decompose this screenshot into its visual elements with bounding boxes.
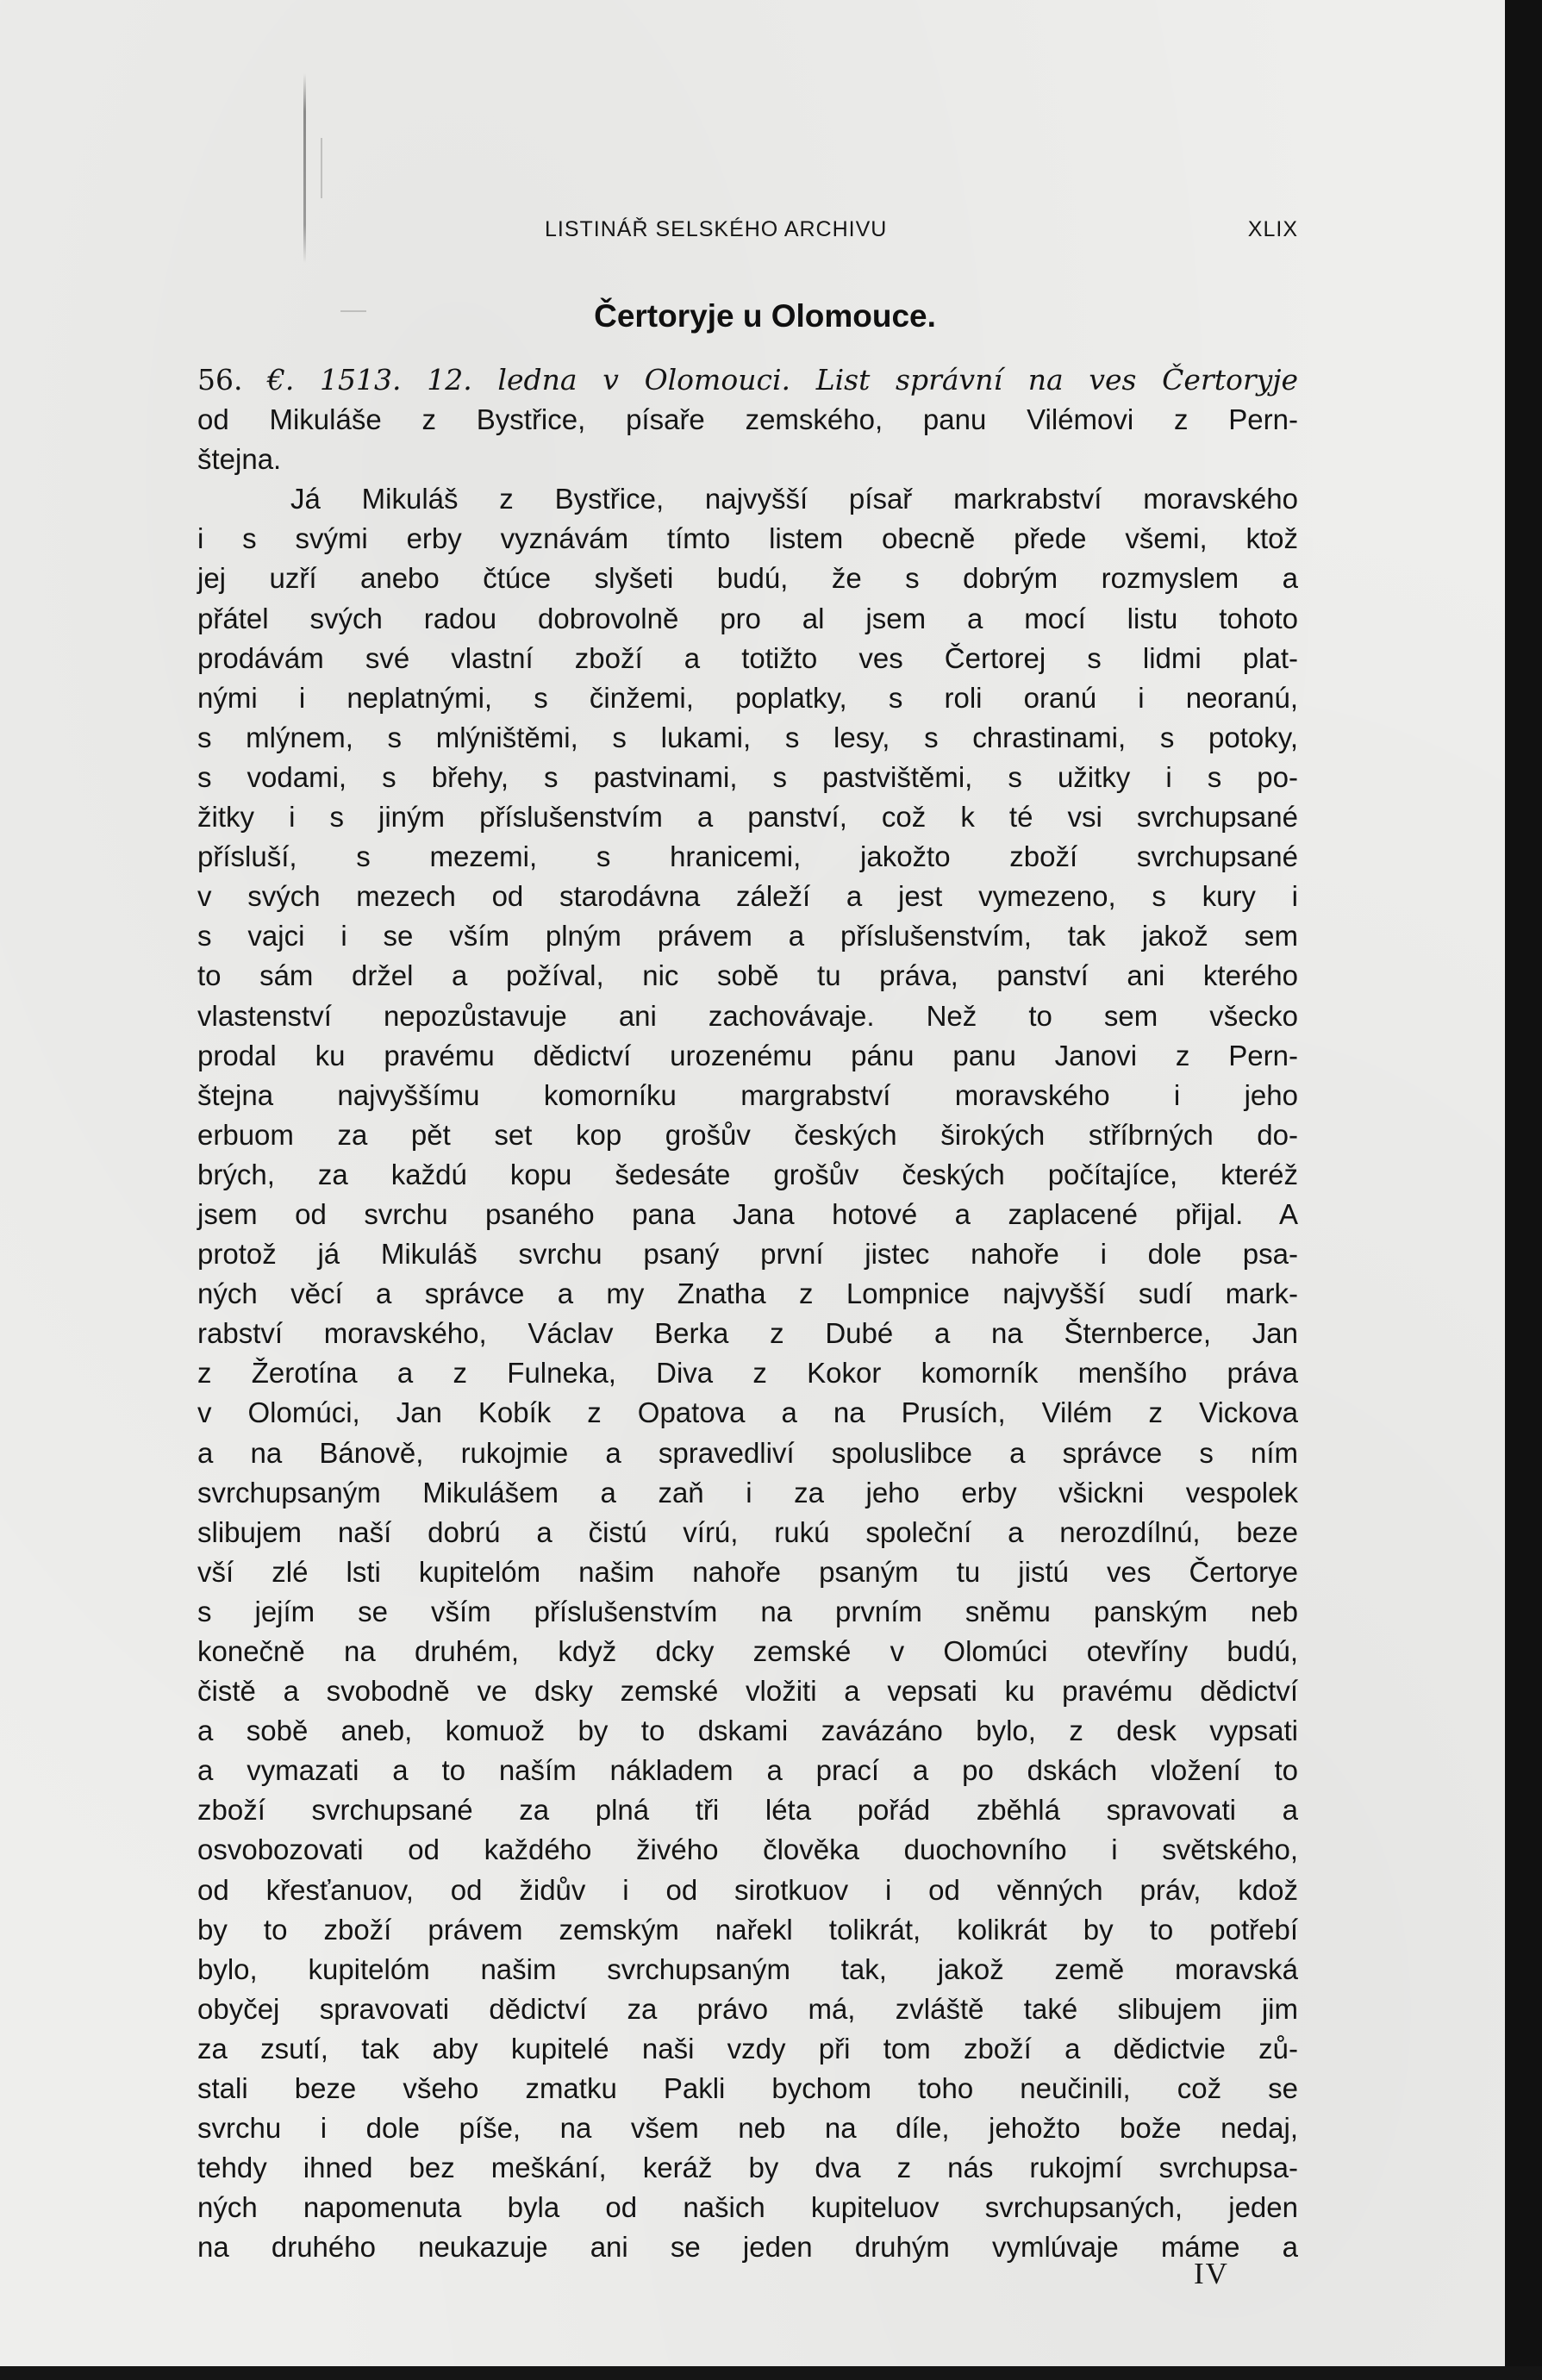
text-line: přísluší, s mezemi, s hranicemi, jakožto zboží svrchupsané (197, 840, 1298, 873)
regest-line: od Mikuláše z Bystřice, písaře zemského, panu Vilémovi z Pern- (197, 403, 1298, 436)
text-line: konečně na druhém, když dcky zemské v Olomúci otevříny budú, (197, 1635, 1298, 1667)
text-line: s jejím se vším příslušenstvím na prvním sněmu panským neb (197, 1595, 1298, 1627)
text-line: to sám držel a požíval, nic sobě tu práva, panství ani kterého (197, 959, 1298, 992)
text-line: přátel svých radou dobrovolně pro al jsem a mocí listu tohoto (197, 602, 1298, 634)
section-title: Čertoryje u Olomouce. (594, 298, 936, 334)
text-line: obyčej spravovati dědictví za právo má, zvláště také slibujem jim (197, 1992, 1298, 2025)
page-number: XLIX (1247, 217, 1298, 241)
text-line: a sobě aneb, komuož by to dskami zavázáno bylo, z desk vypsati (197, 1715, 1298, 1747)
text-line: čistě a svobodně ve dsky zemské vložiti a vepsati ku pravému dědictví (197, 1675, 1298, 1708)
text-line: s mlýnem, s mlýništěmi, s lukami, s lesy, s chrastinami, s potoky, (197, 721, 1298, 753)
text-line: rabství moravského, Václav Berka z Dubé a na Šternberce, Jan (197, 1317, 1298, 1350)
entry-heading-line (197, 360, 1298, 400)
text-line: ných napomenuta byla od našich kupiteluov svrchupsaných, jeden (197, 2191, 1298, 2224)
document-body (197, 360, 1298, 2268)
text-line: vlastenství nepozůstavuje ani zachovávaje. Než to sem všecko (197, 999, 1298, 1032)
margin-rule (303, 73, 306, 263)
running-title: LISTINÁŘ SELSKÉHO ARCHIVU (545, 217, 888, 241)
text-line: na druhého neukazuje ani se jeden druhým vymlúvaje máme a (197, 2231, 1298, 2264)
text-line: jej uzří anebo čtúce slyšeti budú, že s dobrým rozmyslem a (197, 562, 1298, 595)
sheet-signature: IV (1194, 2257, 1229, 2290)
text-line: osvobozovati od každého živého člověka duochovního i světského, (197, 1833, 1298, 1866)
text-line: štejna najvyššímu komorníku margrabství moravského i jeho (197, 1078, 1298, 1111)
text-line: slibujem naší dobrú a čistú vírú, rukú společní a nerozdílnú, beze (197, 1515, 1298, 1548)
text-line: ných věcí a správce a my Znatha z Lompnice najvyšší sudí mark- (197, 1277, 1298, 1310)
text-line: bylo, kupitelóm našim svrchupsaným tak, jakož země moravská (197, 1952, 1298, 1985)
text-line: vší zlé lsti kupitelóm našim nahoře psaným tu jistú ves Čertorye (197, 1555, 1298, 1588)
paper-scratch (321, 138, 322, 198)
text-line: v svých mezech od starodávna záleží a jest vymezeno, s kury i (197, 880, 1298, 913)
text-line: stali beze všeho zmatku Pakli bychom toho neučinili, což se (197, 2072, 1298, 2105)
text-line: nými i neplatnými, s činžemi, poplatky, s roli oranú i neoranú, (197, 681, 1298, 714)
text-line: s vajci i se vším plným právem a příslušenstvím, tak jakož sem (197, 920, 1298, 953)
page-header (545, 217, 1298, 252)
entry-number: 56. (197, 363, 243, 397)
text-line: a na Bánově, rukojmie a spravedliví spoluslibce a správce s ním (197, 1436, 1298, 1469)
text-line: z Žerotína a z Fulneka, Diva z Kokor komorník menšího práva (197, 1357, 1298, 1390)
text-line: a vymazati a to naším nákladem a prací a po dskách vložení to (197, 1754, 1298, 1787)
text-line: s vodami, s břehy, s pastvinami, s pastvištěmi, s užitky i s po- (197, 760, 1298, 793)
text-line: erbuom za pět set kop grošův českých širokých stříbrných do- (197, 1118, 1298, 1151)
text-line: brých, za každú kopu šedesáte grošův českých počítajíce, kteréž (197, 1158, 1298, 1190)
text-line: zboží svrchupsané za plná tři léta pořád zběhlá spravovati a (197, 1794, 1298, 1827)
regest-line: štejna. (197, 443, 282, 476)
text-line: svrchupsaným Mikulášem a zaň i za jeho erby všickni vespolek (197, 1476, 1298, 1509)
scan-edge-right (1505, 0, 1542, 2380)
text-line: od křesťanuov, od židův i od sirotkuov i od věnných práv, kdož (197, 1873, 1298, 1906)
text-line: prodal ku pravému dědictví urozenému pánu panu Janovi z Pern- (197, 1039, 1298, 1071)
text-line: prodávám své vlastní zboží a totižto ves Čertorej s lidmi plat- (197, 641, 1298, 674)
text-line: by to zboží právem zemským nařekl tolikrát, kolikrát by to potřebí (197, 1913, 1298, 1946)
text-line: i s svými erby vyznávám tímto listem obecně přede všemi, ktož (197, 522, 1298, 555)
text-line: protož já Mikuláš svrchu psaný první jistec nahoře i dole psa- (197, 1238, 1298, 1271)
text-line: jsem od svrchu psaného pana Jana hotové a zaplacené přijal. A (197, 1197, 1298, 1230)
text-line: v Olomúci, Jan Kobík z Opatova a na Prusích, Vilém z Vickova (197, 1396, 1298, 1429)
scan-edge-bottom (0, 2366, 1542, 2380)
text-line: tehdy ihned bez meškání, keráž by dva z nás rukojmí svrchupsa- (197, 2152, 1298, 2184)
text-line: za zsutí, tak aby kupitelé naši vzdy při tom zboží a dědictvie zů- (197, 2032, 1298, 2065)
entry-regest: €. 1513. 12. ledna v Olomouci. List správní na ves Čertoryje (266, 363, 1298, 397)
text-line: Já Mikuláš z Bystřice, najvyšší písař markrabství moravského (290, 483, 1298, 515)
text-line: žitky i s jiným příslušenstvím a panství, což k té vsi svrchupsané (197, 801, 1298, 834)
text-line: svrchu i dole píše, na všem neb na díle, jehožto bože nedaj, (197, 2112, 1298, 2145)
